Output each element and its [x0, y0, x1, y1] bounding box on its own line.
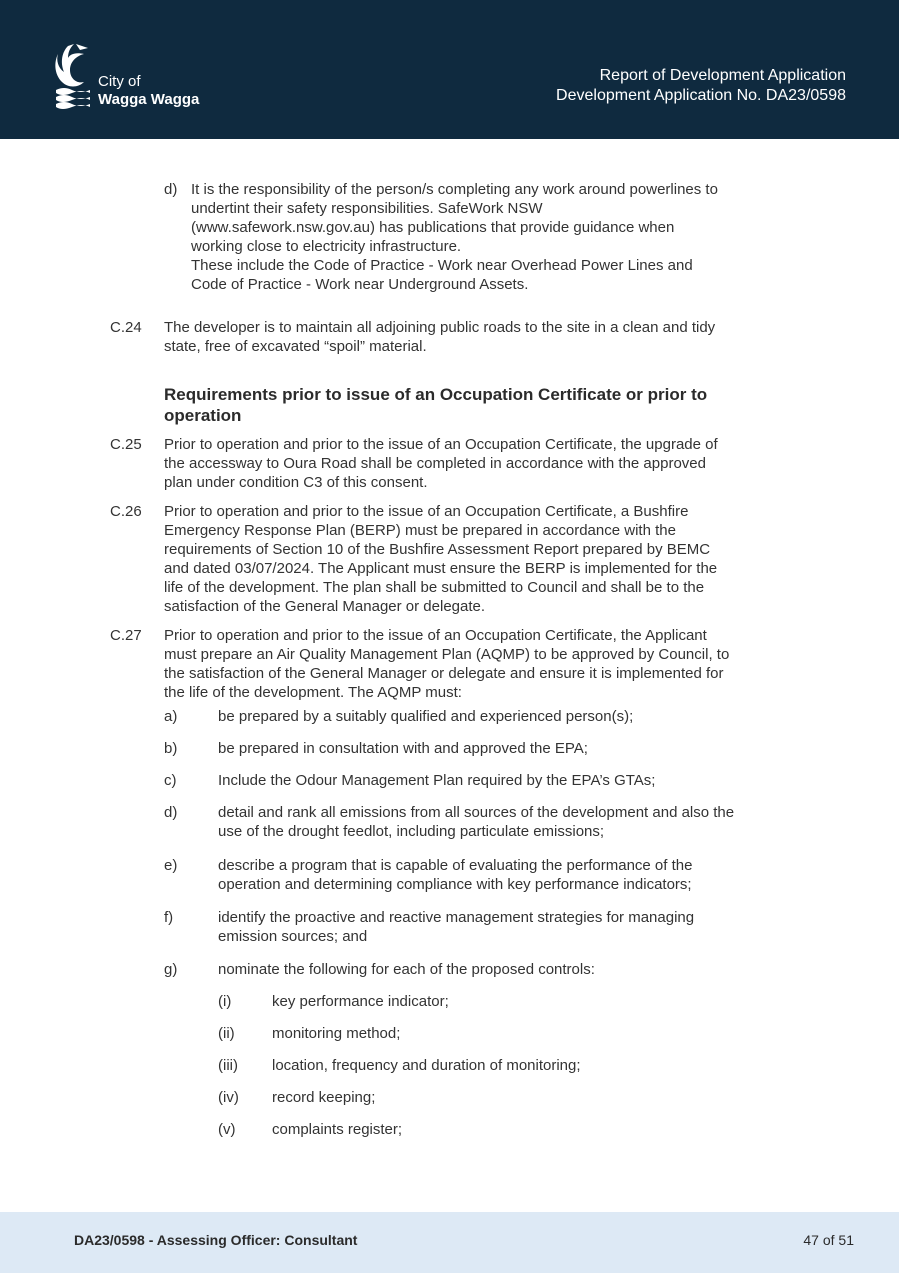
c27-item-e-label: e): [164, 857, 178, 874]
city-logo-icon: [54, 42, 94, 110]
page-number: 47 of 51: [803, 1232, 854, 1248]
c27-item-f-label: f): [164, 909, 174, 926]
c27-line-4: the life of the development. The AQMP must:: [164, 684, 462, 701]
subitem-i-label: (i): [218, 993, 232, 1010]
report-title-block: [556, 66, 846, 106]
c27-item-a-label: a): [164, 708, 178, 725]
section-heading-line-2: operation: [164, 406, 242, 425]
c27-item-f-line-2: emission sources; and: [218, 928, 368, 945]
c26-line-6: satisfaction of the General Manager or delegate.: [164, 598, 486, 615]
c27-item-g-label: g): [164, 961, 178, 978]
c27-number: C.27: [110, 627, 142, 644]
footer-application-officer: DA23/0598 - Assessing Officer: Consultant: [74, 1232, 358, 1248]
subitem-i-text: key performance indicator;: [272, 993, 449, 1010]
c27-item-b-text: be prepared in consultation with and approved the EPA;: [218, 740, 588, 757]
c27-item-f-line-1: identify the proactive and reactive management strategies for managing: [218, 909, 695, 926]
c27-line-3: the satisfaction of the General Manager or delegate and ensure it is implemented for: [164, 665, 724, 682]
c25-line-2: the accessway to Oura Road shall be completed in accordance with the approved: [164, 455, 706, 472]
c25-line-3: plan under condition C3 of this consent.: [164, 474, 428, 491]
logo-line-2: Wagga Wagga: [98, 91, 200, 108]
section-heading-line-1: Requirements prior to issue of an Occupation Certificate or prior to: [164, 385, 708, 404]
item-d-line-3: (www.safework.nsw.gov.au) has publications that provide guidance when: [191, 219, 675, 236]
c25-number: C.25: [110, 436, 142, 453]
c27-item-d-line-1: detail and rank all emissions from all sources of the development and also the: [218, 804, 735, 821]
c27-item-d-line-2: use of the drought feedlot, including particulate emissions;: [218, 823, 605, 840]
c27-item-b-label: b): [164, 740, 178, 757]
item-d-line-6: Code of Practice - Work near Underground Assets.: [191, 276, 529, 293]
c25-line-1: Prior to operation and prior to the issue of an Occupation Certificate, the upgrade of: [164, 436, 718, 453]
page-footer: [0, 1212, 899, 1273]
subitem-v-label: (v): [218, 1121, 236, 1138]
c27-item-a-text: be prepared by a suitably qualified and experienced person(s);: [218, 708, 634, 725]
c27-item-e-line-1: describe a program that is capable of evaluating the performance of the: [218, 857, 693, 874]
c24-line-1: The developer is to maintain all adjoining public roads to the site in a clean and tidy: [164, 319, 716, 336]
c27-line-2: must prepare an Air Quality Management Plan (AQMP) to be approved by Council, to: [164, 646, 730, 663]
c24-line-2: state, free of excavated “spoil” material.: [164, 338, 427, 355]
item-d-line-2: undertint their safety responsibilities. SafeWork NSW: [191, 200, 543, 217]
subitem-ii-label: (ii): [218, 1025, 235, 1042]
subitem-iv-text: record keeping;: [272, 1089, 376, 1106]
c26-line-3: requirements of Section 10 of the Bushfire Assessment Report prepared by BEMC: [164, 541, 711, 558]
c26-line-5: life of the development. The plan shall be submitted to Council and shall be to the: [164, 579, 705, 596]
c26-number: C.26: [110, 503, 142, 520]
item-d-label: d): [164, 181, 178, 198]
page-header: [0, 0, 899, 139]
c26-line-4: and dated 03/07/2024. The Applicant must ensure the BERP is implemented for the: [164, 560, 718, 577]
subitem-iv-label: (iv): [218, 1089, 239, 1106]
c26-line-2: Emergency Response Plan (BERP) must be prepared in accordance with the: [164, 522, 676, 539]
c27-item-c-label: c): [164, 772, 177, 789]
subitem-iii-label: (iii): [218, 1057, 238, 1074]
item-d-line-4: working close to electricity infrastructure.: [191, 238, 462, 255]
c27-item-c-text: Include the Odour Management Plan required by the EPA’s GTAs;: [218, 772, 656, 789]
c27-item-g-text: nominate the following for each of the proposed controls:: [218, 961, 595, 978]
c27-item-e-line-2: operation and determining compliance with key performance indicators;: [218, 876, 692, 893]
c24-number: C.24: [110, 319, 142, 336]
item-d-line-5: These include the Code of Practice - Work near Overhead Power Lines and: [191, 257, 693, 274]
subitem-v-text: complaints register;: [272, 1121, 403, 1138]
c27-item-d-label: d): [164, 804, 178, 821]
logo-line-1: City of: [98, 73, 141, 90]
subitem-iii-text: location, frequency and duration of monitoring;: [272, 1057, 581, 1074]
application-number: Development Application No. DA23/0598: [556, 87, 846, 104]
city-logo-text: [98, 73, 199, 109]
c26-line-1: Prior to operation and prior to the issue of an Occupation Certificate, a Bushfire: [164, 503, 689, 520]
report-title: Report of Development Application: [599, 67, 846, 84]
c27-line-1: Prior to operation and prior to the issue of an Occupation Certificate, the Applicant: [164, 627, 707, 644]
item-d-line-1: It is the responsibility of the person/s completing any work around powerlines to: [191, 181, 718, 198]
subitem-ii-text: monitoring method;: [272, 1025, 401, 1042]
